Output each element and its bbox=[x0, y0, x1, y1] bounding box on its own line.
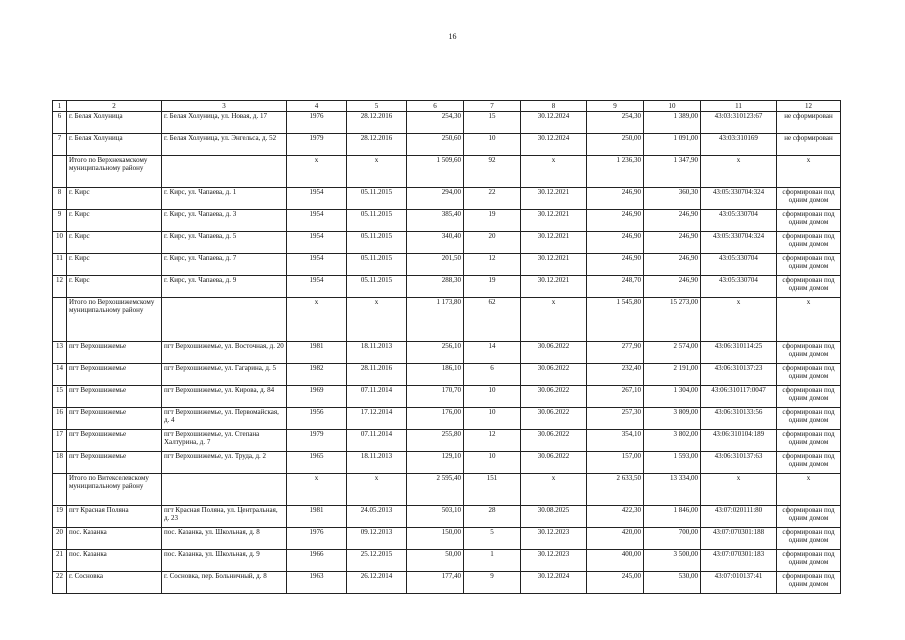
column-number: 10 bbox=[644, 101, 701, 112]
table-cell: 05.11.2015 bbox=[347, 210, 407, 232]
table-cell: 9 bbox=[464, 572, 521, 594]
table-cell: 50,00 bbox=[407, 550, 464, 572]
table-cell: 30.12.2021 bbox=[521, 210, 587, 232]
table-cell: пгт Верхошижемье, ул. Степана Халтурина, д. 7 bbox=[162, 430, 287, 452]
table-cell: г. Кирс bbox=[67, 254, 162, 276]
table-cell: 43:05:330704:324 bbox=[701, 188, 777, 210]
column-number: 5 bbox=[347, 101, 407, 112]
table-cell: 30.12.2024 bbox=[521, 134, 587, 156]
table-cell: 25.12.2015 bbox=[347, 550, 407, 572]
table-cell: 43:03:310169 bbox=[701, 134, 777, 156]
table-cell: 13 bbox=[53, 342, 67, 364]
table-row bbox=[53, 572, 841, 594]
table-cell: 1963 bbox=[287, 572, 347, 594]
table-cell: 28.12.2016 bbox=[347, 112, 407, 134]
table-cell: 43:06:310137:63 bbox=[701, 452, 777, 474]
table-cell: 09.12.2013 bbox=[347, 528, 407, 550]
table-cell: 246,90 bbox=[644, 276, 701, 298]
table-cell: 288,30 bbox=[407, 276, 464, 298]
table-cell: 20 bbox=[464, 232, 521, 254]
table-cell: 246,90 bbox=[587, 188, 644, 210]
table-cell: 1981 bbox=[287, 342, 347, 364]
table-cell: сформирован под одним домом bbox=[777, 550, 841, 572]
table-cell: 255,80 bbox=[407, 430, 464, 452]
table-cell: 26.12.2014 bbox=[347, 572, 407, 594]
table-cell: 246,90 bbox=[587, 232, 644, 254]
table-cell: x bbox=[701, 156, 777, 188]
table-cell: сформирован под одним домом bbox=[777, 408, 841, 430]
table-cell: сформирован под одним домом bbox=[777, 572, 841, 594]
table-cell: пгт Верхошижемье, ул. Кирова, д. 84 bbox=[162, 386, 287, 408]
table-cell: x bbox=[287, 156, 347, 188]
table-cell: пос. Казанка, ул. Школьная, д. 8 bbox=[162, 528, 287, 550]
table-row bbox=[53, 232, 841, 254]
table-cell: г. Кирс, ул. Чапаева, д. 1 bbox=[162, 188, 287, 210]
table-cell: x bbox=[347, 156, 407, 188]
table-cell: 43:06:310104:189 bbox=[701, 430, 777, 452]
table-cell: x bbox=[347, 298, 407, 342]
table-cell: 19 bbox=[53, 506, 67, 528]
table-cell: x bbox=[777, 474, 841, 506]
table-cell: г. Сосновка, пер. Больничный, д. 8 bbox=[162, 572, 287, 594]
table-cell: 12 bbox=[464, 430, 521, 452]
table-cell: пгт Верхошижемье bbox=[67, 386, 162, 408]
table-cell: г. Кирс, ул. Чапаева, д. 5 bbox=[162, 232, 287, 254]
table-cell: 254,30 bbox=[407, 112, 464, 134]
table-cell: 15 bbox=[464, 112, 521, 134]
table-cell: 420,00 bbox=[587, 528, 644, 550]
table-cell: 10 bbox=[464, 408, 521, 430]
table-cell: 62 bbox=[464, 298, 521, 342]
table-cell: пгт Верхошижемье, ул. Гагарина, д. 5 bbox=[162, 364, 287, 386]
table-cell: 246,90 bbox=[644, 210, 701, 232]
table-cell: 1 846,00 bbox=[644, 506, 701, 528]
table-cell: 150,00 bbox=[407, 528, 464, 550]
table-cell: 43:05:330704:324 bbox=[701, 232, 777, 254]
table-cell: сформирован под одним домом bbox=[777, 276, 841, 298]
table-cell bbox=[53, 156, 67, 188]
table-cell: 177,40 bbox=[407, 572, 464, 594]
table-cell bbox=[53, 298, 67, 342]
table-cell: 18.11.2013 bbox=[347, 452, 407, 474]
table-cell: 21 bbox=[53, 550, 67, 572]
table-cell: 30.12.2021 bbox=[521, 232, 587, 254]
table-cell: x bbox=[287, 474, 347, 506]
table-row bbox=[53, 188, 841, 210]
table-cell: 9 bbox=[53, 210, 67, 232]
table-cell: 1 173,80 bbox=[407, 298, 464, 342]
table-cell: сформирован под одним домом bbox=[777, 342, 841, 364]
table-cell: пгт Верхошижемье, ул. Восточная, д. 20 bbox=[162, 342, 287, 364]
table-cell: 43:07:020111:80 bbox=[701, 506, 777, 528]
table-cell: 354,10 bbox=[587, 430, 644, 452]
table-cell: 43:05:330704 bbox=[701, 210, 777, 232]
table-cell: 7 bbox=[53, 134, 67, 156]
table-cell: 3 809,00 bbox=[644, 408, 701, 430]
subtotal-row bbox=[53, 298, 841, 342]
table-cell: сформирован под одним домом bbox=[777, 452, 841, 474]
table-cell: 30.06.2022 bbox=[521, 386, 587, 408]
table-cell: 30.12.2021 bbox=[521, 254, 587, 276]
table-cell: 1 347,90 bbox=[644, 156, 701, 188]
table-cell: 1979 bbox=[287, 134, 347, 156]
column-number: 3 bbox=[162, 101, 287, 112]
table-row bbox=[53, 550, 841, 572]
table-cell: 250,00 bbox=[587, 134, 644, 156]
table-cell: 30.12.2021 bbox=[521, 276, 587, 298]
table-cell: 22 bbox=[464, 188, 521, 210]
table-row bbox=[53, 134, 841, 156]
table-cell: x bbox=[701, 474, 777, 506]
table-cell: x bbox=[521, 156, 587, 188]
table-cell: 1966 bbox=[287, 550, 347, 572]
table-cell: 3 500,00 bbox=[644, 550, 701, 572]
table-cell: 12 bbox=[464, 254, 521, 276]
table-cell: 1954 bbox=[287, 232, 347, 254]
table-cell: 28.11.2016 bbox=[347, 364, 407, 386]
table-cell: 18 bbox=[53, 452, 67, 474]
table-cell: 6 bbox=[464, 364, 521, 386]
table-cell: 245,00 bbox=[587, 572, 644, 594]
table-cell: 250,60 bbox=[407, 134, 464, 156]
table-cell: 43:06:310117:0047 bbox=[701, 386, 777, 408]
column-number: 12 bbox=[777, 101, 841, 112]
table-cell: сформирован под одним домом bbox=[777, 528, 841, 550]
table-cell: 1956 bbox=[287, 408, 347, 430]
table-cell: сформирован под одним домом bbox=[777, 506, 841, 528]
table-cell bbox=[162, 298, 287, 342]
table-cell: 246,90 bbox=[644, 232, 701, 254]
table-cell: 05.11.2015 bbox=[347, 254, 407, 276]
table-cell: 12 bbox=[53, 276, 67, 298]
table-cell: 07.11.2014 bbox=[347, 386, 407, 408]
table-cell: 294,00 bbox=[407, 188, 464, 210]
table-cell: 43:03:310123:67 bbox=[701, 112, 777, 134]
table-row bbox=[53, 112, 841, 134]
table-row bbox=[53, 528, 841, 550]
table-cell: г. Белая Холуница bbox=[67, 134, 162, 156]
table-cell: 6 bbox=[53, 112, 67, 134]
table-cell: 360,30 bbox=[644, 188, 701, 210]
table-cell: 30.12.2023 bbox=[521, 550, 587, 572]
table-cell: 3 802,00 bbox=[644, 430, 701, 452]
table-cell: 05.11.2015 bbox=[347, 188, 407, 210]
table-cell: г. Кирс bbox=[67, 210, 162, 232]
table-cell: 1981 bbox=[287, 506, 347, 528]
table-cell: пгт Верхошижемье, ул. Труда, д. 2 bbox=[162, 452, 287, 474]
table-cell: 1979 bbox=[287, 430, 347, 452]
table-cell: 43:07:010137:41 bbox=[701, 572, 777, 594]
table-cell: 170,70 bbox=[407, 386, 464, 408]
table-cell: 246,90 bbox=[587, 210, 644, 232]
table-cell: 1 509,60 bbox=[407, 156, 464, 188]
table-cell: 129,10 bbox=[407, 452, 464, 474]
table-cell: пгт Верхошижемье bbox=[67, 408, 162, 430]
table-cell: 20 bbox=[53, 528, 67, 550]
table-cell bbox=[53, 474, 67, 506]
table-cell: 15 bbox=[53, 386, 67, 408]
table-cell: 340,40 bbox=[407, 232, 464, 254]
table-cell: 246,90 bbox=[644, 254, 701, 276]
table-cell: 400,00 bbox=[587, 550, 644, 572]
table-cell: 157,00 bbox=[587, 452, 644, 474]
table-cell: 14 bbox=[53, 364, 67, 386]
table-cell: сформирован под одним домом bbox=[777, 430, 841, 452]
table-cell: 700,00 bbox=[644, 528, 701, 550]
table-cell: пгт Верхошижемье, ул. Первомайская, д. 4 bbox=[162, 408, 287, 430]
table-cell: Итого по Верхнекамскому муниципальному району bbox=[67, 156, 162, 188]
table-cell: сформирован под одним домом bbox=[777, 188, 841, 210]
table-cell: 14 bbox=[464, 342, 521, 364]
table-cell: x bbox=[701, 298, 777, 342]
table-cell: 10 bbox=[464, 452, 521, 474]
table-cell: 43:06:310133:56 bbox=[701, 408, 777, 430]
table-cell: x bbox=[287, 298, 347, 342]
table-cell: 256,10 bbox=[407, 342, 464, 364]
table-cell: 1 236,30 bbox=[587, 156, 644, 188]
table-cell: 5 bbox=[464, 528, 521, 550]
column-number: 7 bbox=[464, 101, 521, 112]
table-cell: пгт Верхошижемье bbox=[67, 364, 162, 386]
table-cell: г. Сосновка bbox=[67, 572, 162, 594]
table-cell: пгт Красная Поляна bbox=[67, 506, 162, 528]
table-cell: 19 bbox=[464, 210, 521, 232]
table-cell: сформирован под одним домом bbox=[777, 210, 841, 232]
table-cell: 267,10 bbox=[587, 386, 644, 408]
table-cell: 277,90 bbox=[587, 342, 644, 364]
table-cell: сформирован под одним домом bbox=[777, 254, 841, 276]
table-row bbox=[53, 386, 841, 408]
table-cell: 530,00 bbox=[644, 572, 701, 594]
page-number: 16 bbox=[448, 32, 457, 41]
table-cell: 1 545,80 bbox=[587, 298, 644, 342]
table-cell: 10 bbox=[53, 232, 67, 254]
table-cell: 18.11.2013 bbox=[347, 342, 407, 364]
table-cell: не сформирован bbox=[777, 134, 841, 156]
table-cell: 92 bbox=[464, 156, 521, 188]
table-cell: 15 273,00 bbox=[644, 298, 701, 342]
table-cell: 1954 bbox=[287, 254, 347, 276]
table-cell: 186,10 bbox=[407, 364, 464, 386]
table-cell bbox=[162, 156, 287, 188]
column-number: 2 bbox=[67, 101, 162, 112]
table-cell: г. Белая Холуница, ул. Новая, д. 17 bbox=[162, 112, 287, 134]
table-cell: 05.11.2015 bbox=[347, 276, 407, 298]
table-row bbox=[53, 408, 841, 430]
table-cell: 17.12.2014 bbox=[347, 408, 407, 430]
table-cell: пгт Верхошижемье bbox=[67, 452, 162, 474]
table-cell: 30.08.2025 bbox=[521, 506, 587, 528]
table-cell: 248,70 bbox=[587, 276, 644, 298]
table-cell: 2 633,50 bbox=[587, 474, 644, 506]
table-cell: 1976 bbox=[287, 528, 347, 550]
table-cell: пос. Казанка bbox=[67, 528, 162, 550]
table-cell: 43:05:330704 bbox=[701, 254, 777, 276]
table-cell: г. Белая Холуница bbox=[67, 112, 162, 134]
table-cell bbox=[162, 474, 287, 506]
table-cell: г. Кирс, ул. Чапаева, д. 9 bbox=[162, 276, 287, 298]
table-cell: 07.11.2014 bbox=[347, 430, 407, 452]
table-cell: 1976 bbox=[287, 112, 347, 134]
table-cell: 201,50 bbox=[407, 254, 464, 276]
table-cell: 232,40 bbox=[587, 364, 644, 386]
table-cell: 176,00 bbox=[407, 408, 464, 430]
table-body bbox=[53, 101, 841, 594]
table-cell: г. Кирс bbox=[67, 276, 162, 298]
table-row bbox=[53, 342, 841, 364]
column-number: 4 bbox=[287, 101, 347, 112]
table-cell: Итого по Витекселевскому муниципальному району bbox=[67, 474, 162, 506]
table-cell: 1 bbox=[464, 550, 521, 572]
table-cell: сформирован под одним домом bbox=[777, 364, 841, 386]
table-cell: 30.12.2021 bbox=[521, 188, 587, 210]
table-cell: 2 574,00 bbox=[644, 342, 701, 364]
table-cell: 10 bbox=[464, 386, 521, 408]
column-number: 9 bbox=[587, 101, 644, 112]
table-cell: 13 334,00 bbox=[644, 474, 701, 506]
table-cell: 503,10 bbox=[407, 506, 464, 528]
table-cell: 10 bbox=[464, 134, 521, 156]
table-cell: 30.06.2022 bbox=[521, 364, 587, 386]
table-cell: 254,30 bbox=[587, 112, 644, 134]
column-number: 8 bbox=[521, 101, 587, 112]
table-cell: 1965 bbox=[287, 452, 347, 474]
table-cell: г. Белая Холуница, ул. Энгельса, д. 52 bbox=[162, 134, 287, 156]
table-cell: пгт Верхошижемье bbox=[67, 342, 162, 364]
table-cell: 30.06.2022 bbox=[521, 408, 587, 430]
table-cell: 28.12.2016 bbox=[347, 134, 407, 156]
table-cell: 422,30 bbox=[587, 506, 644, 528]
table-cell: 8 bbox=[53, 188, 67, 210]
table-cell: 1 593,00 bbox=[644, 452, 701, 474]
subtotal-row bbox=[53, 474, 841, 506]
table-cell: сформирован под одним домом bbox=[777, 386, 841, 408]
table-cell: г. Кирс bbox=[67, 232, 162, 254]
table-cell: 43:06:310114:25 bbox=[701, 342, 777, 364]
table-cell: 2 191,00 bbox=[644, 364, 701, 386]
table-cell: 2 595,40 bbox=[407, 474, 464, 506]
table-cell: x bbox=[521, 298, 587, 342]
table-cell: г. Кирс, ул. Чапаева, д. 3 bbox=[162, 210, 287, 232]
table-cell: 17 bbox=[53, 430, 67, 452]
table-row bbox=[53, 452, 841, 474]
table-cell: пос. Казанка bbox=[67, 550, 162, 572]
table-cell: 11 bbox=[53, 254, 67, 276]
table-cell: 19 bbox=[464, 276, 521, 298]
table-cell: 246,90 bbox=[587, 254, 644, 276]
table-cell: x bbox=[777, 298, 841, 342]
column-number: 1 bbox=[53, 101, 67, 112]
table-row bbox=[53, 430, 841, 452]
table-cell: 1954 bbox=[287, 210, 347, 232]
table-cell: 43:06:310137:23 bbox=[701, 364, 777, 386]
column-number: 11 bbox=[701, 101, 777, 112]
table-row bbox=[53, 364, 841, 386]
table-row bbox=[53, 506, 841, 528]
table-cell: 28 bbox=[464, 506, 521, 528]
table-cell: 1 304,00 bbox=[644, 386, 701, 408]
table-cell: 30.06.2022 bbox=[521, 430, 587, 452]
register-table bbox=[52, 100, 841, 594]
table-cell: 1969 bbox=[287, 386, 347, 408]
table-cell: 30.12.2024 bbox=[521, 572, 587, 594]
table-cell: 05.11.2015 bbox=[347, 232, 407, 254]
table-cell: 1982 bbox=[287, 364, 347, 386]
table-cell: 1954 bbox=[287, 188, 347, 210]
table-cell: 385,40 bbox=[407, 210, 464, 232]
table-cell: 30.06.2022 bbox=[521, 342, 587, 364]
subtotal-row bbox=[53, 156, 841, 188]
table-cell: 22 bbox=[53, 572, 67, 594]
table-cell: пгт Красная Поляна, ул. Центральная, д. 23 bbox=[162, 506, 287, 528]
table-cell: 257,30 bbox=[587, 408, 644, 430]
table-cell: 1 389,00 bbox=[644, 112, 701, 134]
table-row bbox=[53, 210, 841, 232]
table-cell: 1 091,00 bbox=[644, 134, 701, 156]
table-row bbox=[53, 276, 841, 298]
table-cell: x bbox=[777, 156, 841, 188]
table-cell: г. Кирс bbox=[67, 188, 162, 210]
table-cell: x bbox=[521, 474, 587, 506]
table-cell: сформирован под одним домом bbox=[777, 232, 841, 254]
table-cell: 30.12.2023 bbox=[521, 528, 587, 550]
column-number: 6 bbox=[407, 101, 464, 112]
table-cell: 43:05:330704 bbox=[701, 276, 777, 298]
table-cell: x bbox=[347, 474, 407, 506]
table-cell: 16 bbox=[53, 408, 67, 430]
table-cell: 30.12.2024 bbox=[521, 112, 587, 134]
table-row bbox=[53, 254, 841, 276]
table-cell: 43:07:070301:183 bbox=[701, 550, 777, 572]
table-cell: Итого по Верхошижемскому муниципальному району bbox=[67, 298, 162, 342]
table-cell: 1954 bbox=[287, 276, 347, 298]
table-cell: не сформирован bbox=[777, 112, 841, 134]
table-cell: пгт Верхошижемье bbox=[67, 430, 162, 452]
table-cell: 30.06.2022 bbox=[521, 452, 587, 474]
table-cell: 43:07:070301:188 bbox=[701, 528, 777, 550]
column-number-row bbox=[53, 101, 841, 112]
table-cell: 24.05.2013 bbox=[347, 506, 407, 528]
table-cell: 151 bbox=[464, 474, 521, 506]
table-cell: г. Кирс, ул. Чапаева, д. 7 bbox=[162, 254, 287, 276]
table-cell: пос. Казанка, ул. Школьная, д. 9 bbox=[162, 550, 287, 572]
